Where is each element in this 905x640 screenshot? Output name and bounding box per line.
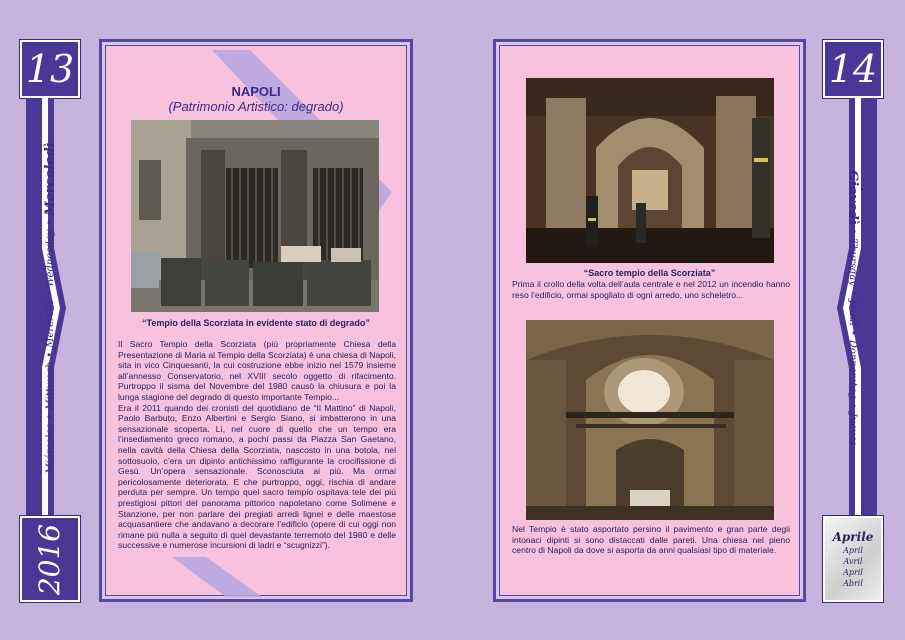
year-label: 2016 bbox=[33, 523, 67, 595]
weekday-es: Miércoles bbox=[44, 423, 56, 474]
weekday-it: Giovedì bbox=[845, 170, 861, 225]
paragraph: Il Sacro Tempio della Scorziata (più propriamente Chiesa della Presentazione di Maria al Tempio della Scorziata) è una chiesa di Napoli, sita in vico Cinquesanti, la cui costruzione ebbe inizio nel 1579 insieme all’annesso Conservatorio, nel XVIII secolo oggetto di rifacimento. Purtroppo il sisma del Novembre del 1980 causò la chiusura e poi la lunga stagione del degrado di questo importante Tempio... bbox=[118, 339, 396, 402]
weekday-es: Jueves bbox=[847, 412, 859, 446]
article-body bbox=[118, 339, 396, 551]
weekday-en: Thursday bbox=[847, 238, 859, 287]
year-box bbox=[20, 516, 80, 602]
weekday-fr: Mercredi bbox=[44, 300, 56, 348]
right-day-number: 14 bbox=[823, 40, 883, 98]
right-page-panel bbox=[493, 39, 806, 602]
month-de: April bbox=[843, 567, 863, 577]
photo-caption: “Tempio della Scorziata in evidente stato di degrado” bbox=[142, 318, 370, 328]
right-day-tab bbox=[823, 40, 883, 602]
weekday-fr: Jeudi bbox=[847, 299, 859, 326]
month-box bbox=[823, 516, 883, 602]
weekday-it: Mercoledì bbox=[42, 142, 58, 216]
month-es: Abril bbox=[843, 578, 863, 588]
right-weekday-names: Giovedì • Thursday • Jeudi • Donnerstag • Jueves bbox=[845, 170, 861, 446]
photo-burnt-interior bbox=[526, 78, 774, 263]
left-page-panel bbox=[99, 39, 413, 602]
photo-church-facade bbox=[131, 120, 379, 312]
photo-caption-top: “Sacro tempio della Scorziata” bbox=[583, 268, 716, 278]
page-title: NAPOLI bbox=[231, 84, 281, 99]
left-day-tab bbox=[20, 40, 80, 602]
decorative-arrow-bottom bbox=[172, 557, 262, 597]
month-it: Aprile bbox=[832, 529, 874, 544]
left-day-number: 13 bbox=[20, 40, 80, 98]
photo-church-nave bbox=[526, 320, 774, 520]
left-weekday-names: Miércoles • Mittwoch • Mercredi • Wednesday • Mercoledì bbox=[42, 142, 58, 474]
text-top: Prima il crollo della volta dell’aula centrale e nel 2012 un incendio hanno reso l’edificio, ormai spogliato di ogni arredo, uno scheletro... bbox=[512, 279, 790, 300]
weekday-en: Wednesday bbox=[44, 229, 56, 287]
weekday-de: Mittwoch bbox=[44, 361, 56, 410]
month-fr: Avril bbox=[843, 556, 863, 566]
page-subtitle: (Patrimonio Artistico: degrado) bbox=[168, 99, 344, 114]
paragraph: Era il 2011 quando dei cronisti del quotidiano de “Il Mattino” di Napoli, Paolo Barbuto, Enzo Albertini e Sergio Siano, si imbatterono in una sensazionale scoperta. Lì, nel cuore di quello che un tempo era l’insediamento greco romano, a pochi passi da Piazza San Gaetano, nella cavità della Chiesa della Scorziata, nascosto in una botola, nel sottosuolo, c’era un dipinto antichissimo raffigurante la crocifissione di Gesù. Un’opera sensazionale. Sconosciuta ai più. Ma ormai pericolosamente deteriorata. E che purtroppo, oggi, rischia di andare perduta per sempre. Un tempo quel sacro tempio ospitava tele dei più prestigiosi pittori del panorama pittorico napoletano come Solimene e Stanzione, per non parlare dei pregiati arredi lignei e delle maestose acquasantiere che andavano a decorare l’edificio (opere di cui oggi non rimane più nulla a seguito di quel devastante terremoto del 1980 e delle successive e numerose incursioni di ladri e “scugnizzi”). bbox=[118, 402, 396, 551]
weekday-de: Donnerstag bbox=[847, 339, 859, 399]
text-bottom: Nel Tempio è stato asportato persino il pavimento e gran parte degli intonaci dipinti si sono distaccati dalle pareti. Una chiesa nel pieno centro di Napoli da dove si asporta da anni qualsiasi tipo di materiale. bbox=[512, 524, 790, 556]
month-en: April bbox=[843, 545, 863, 555]
